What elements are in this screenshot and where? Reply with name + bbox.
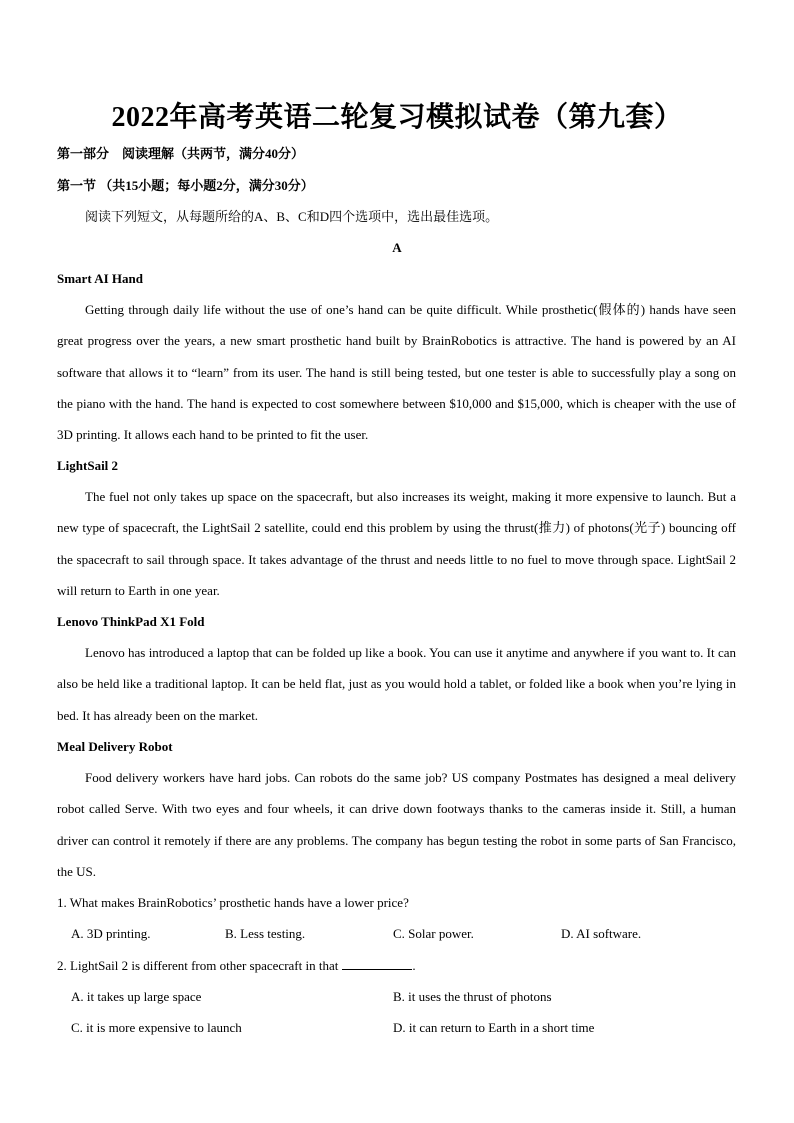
question-1-option-a[interactable]: A. 3D printing.: [71, 926, 151, 941]
question-2-option-c[interactable]: C. it is more expensive to launch: [71, 1020, 242, 1035]
answer-blank[interactable]: [342, 957, 412, 970]
question-2-option-d[interactable]: D. it can return to Earth in a short time: [393, 1020, 595, 1035]
article-body-lightsail-2: The fuel not only takes up space on the spacecraft, but also increases its weight, making it more expensive to launch. But a new type of spacecraft, the LightSail 2 satellite, could end this problem by using the thrust(推力) of photons(光子) bouncing off the spacecraft to sail through space. It takes advantage of the thrust and needs little to no fuel to move through space. LightSail 2 will return to Earth in one year.: [57, 489, 736, 598]
question-2-stem: 2. LightSail 2 is different from other spacecraft in that: [57, 958, 339, 973]
question-2-stem-line: [57, 957, 416, 974]
question-1-option-c[interactable]: C. Solar power.: [393, 926, 474, 941]
question-1-option-b[interactable]: B. Less testing.: [225, 926, 306, 941]
article-heading-meal-delivery-robot: Meal Delivery Robot: [57, 739, 173, 754]
article-body-lenovo-thinkpad: Lenovo has introduced a laptop that can be folded up like a book. You can use it anytime and anywhere if you want to. It can also be held like a traditional laptop. It can be held flat, just as you would hold a tablet, or folded like a book when you’re lying in bed. It has already been on the market.: [57, 645, 736, 723]
article-body-meal-delivery-robot: Food delivery workers have hard jobs. Can robots do the same job? US company Postmates has designed a meal delivery robot called Serve. With two eyes and four wheels, it can drive down footways thanks to the cameras inside it. Still, a human driver can control it remotely if there are any problems. The company has begun testing the robot in some parts of San Francisco, the US.: [57, 770, 736, 879]
question-1-stem: 1. What makes BrainRobotics’ prosthetic hands have a lower price?: [57, 895, 409, 910]
question-2-stem-end: .: [412, 958, 416, 973]
article-body-smart-ai-hand: Getting through daily life without the use of one’s hand can be quite difficult. While prosthetic(假体的) hands have seen great progress over the years, a new smart prosthetic hand built by BrainRobotics is attractive. The hand is powered by an AI software that allows it to “learn” from its user. The hand is still being tested, but one tester is able to successfully play a song on the piano with the hand. The hand is expected to cost somewhere between $10,000 and $15,000, which is cheaper with the use of 3D printing. It allows each hand to be printed to fit the user.: [57, 302, 736, 443]
page-title: 2022年高考英语二轮复习模拟试卷（第九套）: [111, 102, 683, 133]
article-heading-lenovo-thinkpad: Lenovo ThinkPad X1 Fold: [57, 614, 205, 629]
question-2-option-a[interactable]: A. it takes up large space: [71, 989, 202, 1004]
question-1-option-d[interactable]: D. AI software.: [561, 926, 642, 941]
part-heading: 第一部分 阅读理解（共两节，满分40分）: [57, 146, 305, 161]
section-heading: 第一节 （共15小题；每小题2分，满分30分）: [57, 178, 314, 193]
passage-label: A: [392, 240, 402, 255]
instruction-text: 阅读下列短文，从每题所给的A、B、C和D四个选项中，选出最佳选项。: [85, 209, 499, 224]
article-heading-lightsail-2: LightSail 2: [57, 458, 119, 473]
question-2-option-b[interactable]: B. it uses the thrust of photons: [393, 989, 552, 1004]
article-heading-smart-ai-hand: Smart AI Hand: [57, 271, 143, 286]
